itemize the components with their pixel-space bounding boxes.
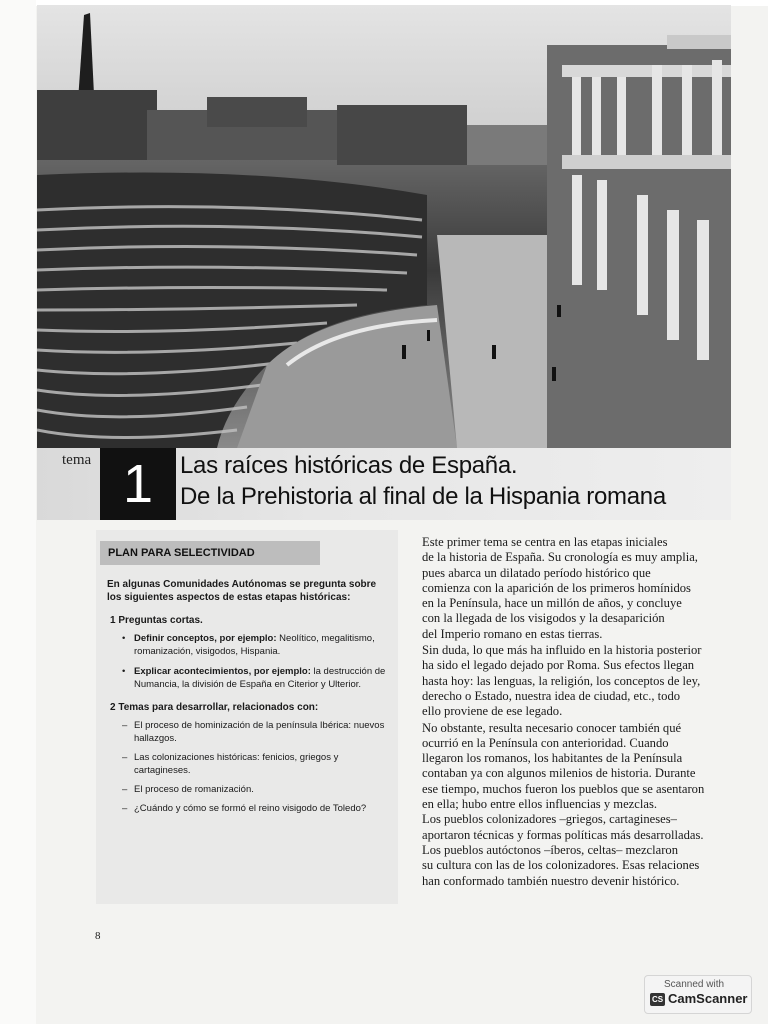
watermark-caption: Scanned with [664,979,725,990]
plan-header: PLAN PARA SELECTIVIDAD [100,541,320,565]
plan-bullet-explicar [122,665,390,691]
text-line: Los pueblos colonizadores –griegos, cartagineses– [422,812,677,827]
plan-bullet-definir [122,632,390,658]
body-paragraph-1 [422,535,728,642]
bullet-text: Neolítico, megalitismo, romanización, visigodos, Hispania. [134,633,375,657]
chapter-title-line2: De la Prehistoria al final de la Hispania romana [180,483,666,510]
text-line: han conformado también nuestro devenir histórico. [422,873,680,888]
plan-dash-item [122,802,390,815]
dash-marker: – [122,803,128,814]
bullet-dot-icon: • [122,633,126,644]
text-line: con la llegada de los visigodos y la desaparición [422,611,665,626]
page-number: 8 [95,930,101,942]
bullet-label: Definir conceptos, por ejemplo: [134,633,277,644]
scan-left-edge [0,0,36,1024]
text-line: de la historia de España. Su cronología es muy amplia, [422,550,698,565]
watermark-brand: CamScanner [668,991,748,1006]
chapter-title-line1: Las raíces históricas de España. [180,452,518,479]
dash-text: ¿Cuándo y cómo se formó el reino visigodo de Toledo? [134,803,367,814]
text-line: llegaron los romanos, los habitantes de la Península [422,751,683,766]
dash-marker: – [122,784,128,795]
bullet-text: la destrucción de Numancia, la división de España en Citerior y Ulterior. [134,666,386,690]
roman-theatre-photo [37,5,731,448]
plan-intro: En algunas Comunidades Autónomas se pregunta sobre los siguientes aspectos de estas etapas históricas: [107,579,377,603]
tema-label: tema [62,452,92,468]
plan-dash-item [122,719,390,745]
text-line: contaban ya con algunos milenios de historia. Durante [422,766,696,781]
text-line: ese tiempo, muchos fueron los pueblos que se asentaron [422,781,705,796]
plan-section-1: 1 Preguntas cortas. [110,615,203,626]
camscanner-logo-icon: CS [651,995,664,1004]
chapter-number: 1 [100,448,176,520]
dash-marker: – [122,752,128,763]
text-line: Los pueblos autóctonos –íberos, celtas– mezclaron [422,842,679,857]
text-line: ha sido el legado dejado por Roma. Sus efectos llegan [422,658,695,673]
text-line: Sin duda, lo que más ha influido en la historia posterior [422,643,702,658]
dash-text: El proceso de hominización de la península Ibérica: nuevos hallazgos. [134,720,385,744]
text-line: ello proviene de ese legado. [422,704,563,719]
body-text-column [422,535,728,890]
body-paragraph-3 [422,721,728,889]
dash-text: Las colonizaciones históricas: fenicios, griegos y cartagineses. [134,752,339,776]
text-line: en ella; hubo entre ellos influencias y mezclas. [422,797,657,812]
text-line: su cultura con las de los colonizadores. Esas relaciones [422,858,700,873]
dash-text: El proceso de romanización. [134,784,254,795]
text-line: Este primer tema se centra en las etapas iniciales [422,535,668,549]
text-line: hasta hoy: las lenguas, la religión, los conceptos de ley, [422,673,701,688]
bullet-dot-icon: • [122,666,126,677]
text-line: No obstante, resulta necesario conocer también qué [422,720,682,735]
body-paragraph-2 [422,643,728,719]
plan-dash-item [122,783,390,796]
text-line: pues abarca un dilatado período histórico que [422,565,651,580]
text-line: en la Península, hace un millón de años, y concluye [422,596,682,611]
text-line: ocurrió en la Península con anterioridad. Cuando [422,735,669,750]
plan-dash-item [122,751,390,777]
text-line: del Imperio romano en estas tierras. [422,626,603,641]
plan-section-2: 2 Temas para desarrollar, relacionados con: [110,702,319,713]
bullet-label: Explicar acontecimientos, por ejemplo: [134,666,311,677]
text-line: aportaron técnicas y formas políticas más desarrolladas. [422,827,704,842]
dash-marker: – [122,720,128,731]
text-line: derecho o Estado, nuestra idea de ciudad, etc., todo [422,688,681,703]
text-line: comienza con la aparición de los primeros homínidos [422,580,691,595]
